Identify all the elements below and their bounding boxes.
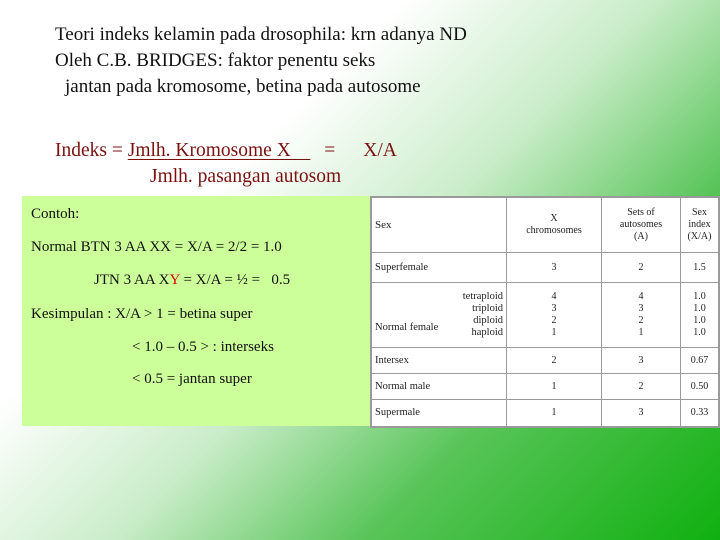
example-kesimpulan: Kesimpulan : X/A > 1 = betina super: [31, 306, 253, 322]
formula-result: X/A: [363, 140, 397, 161]
formula-denominator: Jmlh. pasangan autosom: [150, 166, 342, 187]
example-normal-btn: Normal BTN 3 AA XX = X/A = 2/2 = 1.0: [31, 239, 282, 255]
cell-index: 1.0: [693, 302, 706, 314]
cell-a: 1: [638, 326, 644, 338]
example-jtn-y: Y: [169, 272, 180, 288]
table-row: [372, 283, 719, 347]
cell-index: 1.0: [693, 326, 706, 338]
example-jtn-prefix: JTN 3 AA X: [94, 272, 170, 288]
header-sex: Sex: [372, 198, 507, 253]
row-label-normal-male: Normal male: [372, 373, 507, 399]
cell-index: 1.0: [693, 314, 706, 326]
cell-index: 0.67: [681, 347, 719, 373]
table-row: [372, 347, 719, 373]
header-x-chromosomes: X chromosomes: [507, 198, 602, 253]
cell-a: 2: [602, 373, 681, 399]
formula-prefix: Indeks =: [55, 140, 128, 161]
cell-index: 1.5: [681, 253, 719, 283]
cell-index: 0.50: [681, 373, 719, 399]
table-row: [372, 253, 719, 283]
example-jtn: [94, 272, 290, 289]
table-row: [372, 399, 719, 426]
row-label-normal-female: Normal female: [375, 322, 439, 334]
ploidy-list: [463, 291, 503, 339]
cell-x: 1: [507, 373, 602, 399]
cell-index: 0.33: [681, 399, 719, 426]
ploidy-tetraploid: tetraploid: [462, 290, 503, 302]
cell-x: 3: [507, 253, 602, 283]
cell-x: 4: [551, 290, 557, 302]
cell-x: 3: [551, 302, 557, 314]
example-interseks: < 1.0 – 0.5 > : interseks: [132, 339, 274, 355]
cell-a: 4: [638, 290, 644, 302]
cell-x: 2: [551, 314, 557, 326]
header-sex-index: Sex index (X/A): [681, 198, 719, 253]
row-label-intersex: Intersex: [372, 347, 507, 373]
sex-index-table: [370, 196, 720, 428]
ploidy-haploid: haploid: [471, 326, 503, 338]
ploidy-triploid: triploid: [472, 302, 503, 314]
example-box: [22, 196, 370, 426]
cell-a: 2: [638, 314, 644, 326]
row-label-supermale: Supermale: [372, 399, 507, 426]
cell-x: 2: [507, 347, 602, 373]
example-title: Contoh:: [31, 206, 80, 222]
header-sets-autosomes: Sets of autosomes (A): [602, 198, 681, 253]
formula-numerator: Jmlh. Kromosome X: [127, 140, 311, 161]
intro-line-2: Oleh C.B. BRIDGES: faktor penentu seks: [55, 50, 376, 71]
row-label-superfemale: Superfemale: [372, 253, 507, 283]
cell-a: 2: [602, 253, 681, 283]
cell-x: 1: [551, 326, 557, 338]
ploidy-diploid: diploid: [473, 314, 503, 326]
formula-equals: =: [324, 140, 336, 161]
example-jtn-suffix: = X/A = ½ = 0.5: [179, 272, 291, 288]
index-formula: [55, 138, 695, 190]
intro-line-3: jantan pada kromosome, betina pada autosome: [65, 76, 421, 97]
cell-a-stack: [602, 283, 681, 347]
table-row: [372, 373, 719, 399]
example-jantan-super: < 0.5 = jantan super: [132, 371, 252, 387]
cell-index-stack: [681, 283, 719, 347]
row-normal-female: [372, 283, 507, 347]
cell-a: 3: [602, 399, 681, 426]
intro-line-1: Teori indeks kelamin pada drosophila: krn adanya ND: [55, 24, 467, 45]
cell-a: 3: [638, 302, 644, 314]
intro-text: [55, 22, 695, 100]
cell-x-stack: [507, 283, 602, 347]
cell-x: 1: [507, 399, 602, 426]
cell-a: 3: [602, 347, 681, 373]
cell-index: 1.0: [693, 290, 706, 302]
